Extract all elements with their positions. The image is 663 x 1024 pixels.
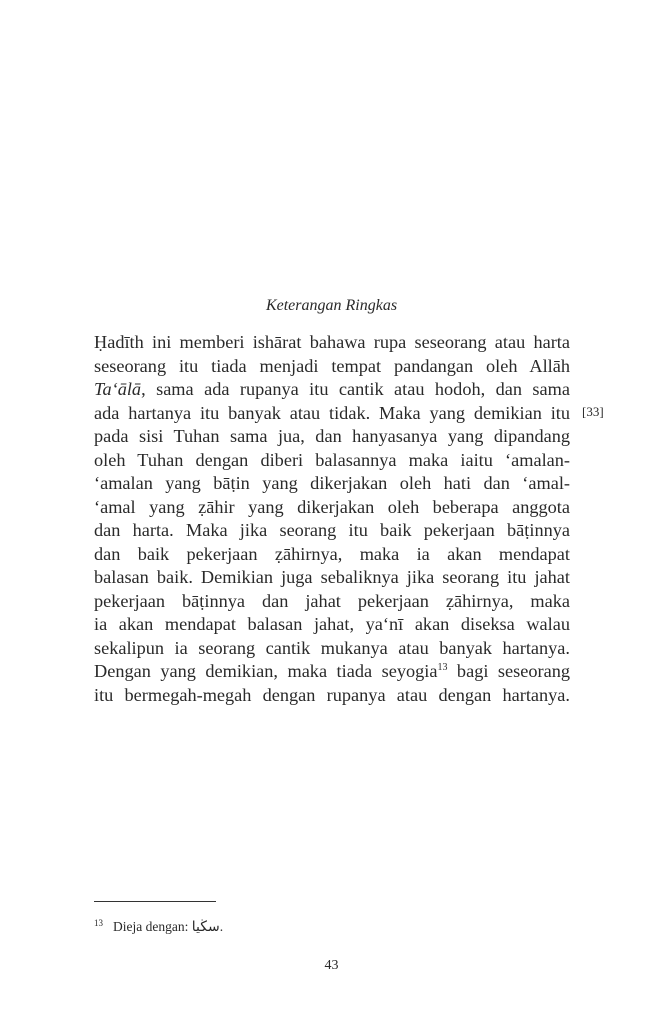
paragraph-line: balasan baik. Demikian juga sebaliknya jika seorang itu jahat (94, 567, 570, 587)
footnote-divider (94, 901, 216, 902)
paragraph-line: seseorang itu tiada menjadi tempat pandangan oleh Allāh (94, 355, 570, 376)
main-paragraph (94, 331, 570, 707)
paragraph-line: oleh Tuhan dengan diberi balasannya maka iaitu ‘amalan- (94, 449, 570, 470)
paragraph-line: ‘amal yang ẓāhir yang dikerjakan oleh beberapa anggota (94, 496, 570, 517)
paragraph-line: Dengan yang demikian, maka tiada seyogia$^{13}$ bagi seseorang (94, 661, 570, 681)
paragraph-line: pekerjaan bāṭinnya dan jahat pekerjaan ẓāhirnya, maka (94, 590, 570, 611)
footnote-arabic: سڬيا (191, 919, 220, 935)
paragraph-line: Ta‘ālā, sama ada rupanya itu cantik atau hodoh, dan sama (94, 379, 570, 399)
paragraph-line: dan harta. Maka jika seorang itu baik pekerjaan bāṭinnya (94, 520, 570, 540)
footnote-end: . (219, 919, 224, 934)
paragraph-line: ‘amalan yang bāṭin yang dikerjakan oleh hati dan ‘amal- (94, 473, 570, 493)
paragraph-line: itu bermegah-megah dengan rupanya atau dengan hartanya. (94, 684, 570, 705)
footnote-marker[interactable]: 13 (437, 661, 448, 673)
paragraph-line: Ḥadīth ini memberi ishārat bahawa rupa seseorang atau harta (94, 332, 570, 352)
footnote (94, 918, 223, 936)
paragraph-line: dan baik pekerjaan ẓāhirnya, maka ia akan mendapat (94, 543, 570, 564)
margin-reference: [33] (582, 404, 604, 419)
page-number: 43 (324, 958, 339, 973)
footnote-number: 13 (94, 917, 103, 928)
paragraph-line: pada sisi Tuhan sama jua, dan hanyasanya yang dipandang (94, 426, 570, 446)
paragraph-line: ia akan mendapat balasan jahat, ya‘nī akan diseksa walau (94, 614, 570, 634)
paragraph-line: ada hartanya itu banyak atau tidak. Maka yang demikian itu (94, 402, 570, 423)
footnote-text: Dieja dengan: (113, 919, 192, 934)
paragraph-line: sekalipun ia seorang cantik mukanya atau banyak hartanya. (94, 637, 570, 658)
italic-term: Ta‘ālā (94, 379, 142, 399)
section-heading: Keterangan Ringkas (265, 297, 398, 314)
